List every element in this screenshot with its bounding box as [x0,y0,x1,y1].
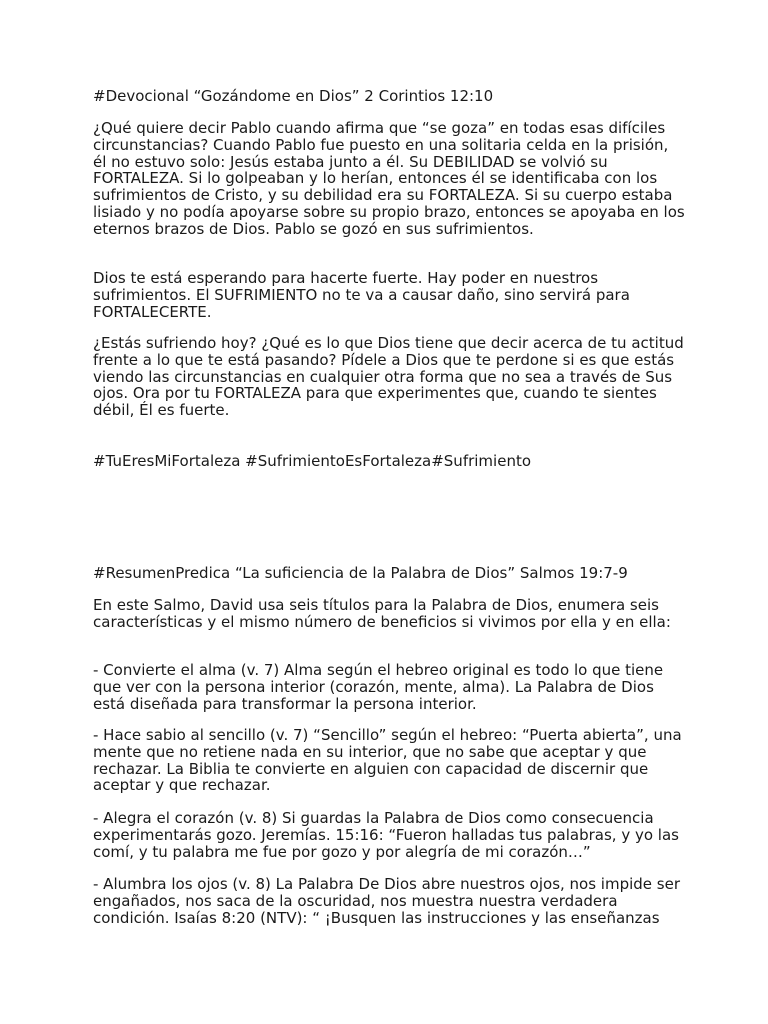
sermon-point-3: - Alegra el corazón (v. 8) Si guardas la Palabra de Dios como consecuencia experimentarás gozo. Jeremías. 15:16: “Fueron halladas tus palabras, y yo las comí, y tu palabra me fue por gozo y por alegría de mi corazón…” [93,809,679,861]
sermon-point-2: - Hace sabio al sencillo (v. 7) “Sencillo” según el hebreo: “Puerta abierta”, una mente que no retiene nada en su interior, que no sabe que aceptar y que rechazar. La Biblia te convierte en alguien con capacidad de discernir que aceptar y que rechazar. [93,726,682,795]
sermon-title: #ResumenPredica “La suficiencia de la Palabra de Dios” Salmos 19:7-9 [93,564,628,582]
devotional-title: #Devocional “Gozándome en Dios” 2 Corintios 12:10 [93,87,494,105]
sermon-intro: En este Salmo, David usa seis títulos para la Palabra de Dios, enumera seis características y el mismo número de beneficios si vivimos por ella y en ella: [93,596,671,631]
devotional-paragraph-3: ¿Estás sufriendo hoy? ¿Qué es lo que Dios tiene que decir acerca de tu actitud frente a lo que te está pasando? Pídele a Dios que te perdone si es que estás viendo las circunstancias en cualquier otra forma que no sea a través de Sus ojos. Ora por tu FORTALEZA para que experimentes que, cuando te sientes débil, Él es fuerte. [93,334,684,420]
devotional-paragraph-2: Dios te está esperando para hacerte fuerte. Hay poder en nuestros sufrimientos. El SUFRIMIENTO no te va a causar daño, sino servirá para FORTALECERTE. [93,269,630,321]
sermon-point-1: - Convierte el alma (v. 7) Alma según el hebreo original es todo lo que tiene que ver con la persona interior (corazón, mente, alma). La Palabra de Dios está diseñada para transformar la persona interior. [93,661,664,713]
devotional-hashtags: #TuEresMiFortaleza #SufrimientoEsFortaleza#Sufrimiento [93,452,532,470]
devotional-paragraph-1: ¿Qué quiere decir Pablo cuando afirma que “se goza” en todas esas difíciles circunstancias? Cuando Pablo fue puesto en una solitaria celda en la prisión, él no estuvo solo: Jesús estaba junto a él. Su DEBILIDAD se volvió su FORTALEZA. Si lo golpeaban y lo herían, entonces él se identificaba con los sufrimientos de Cristo, y su debilidad era su FORTALEZA. Si su cuerpo estaba lisiado y no podía apoyarse sobre su propio brazo, entonces se apoyaba en los eternos brazos de Dios. Pablo se gozó en sus sufrimientos. [93,119,685,238]
sermon-point-4: - Alumbra los ojos (v. 8) La Palabra De Dios abre nuestros ojos, nos impide ser engañados, nos saca de la oscuridad, nos muestra nuestra verdadera condición. Isaías 8:20 (NTV): “ ¡Busquen las instrucciones y las enseñanzas [93,875,681,927]
